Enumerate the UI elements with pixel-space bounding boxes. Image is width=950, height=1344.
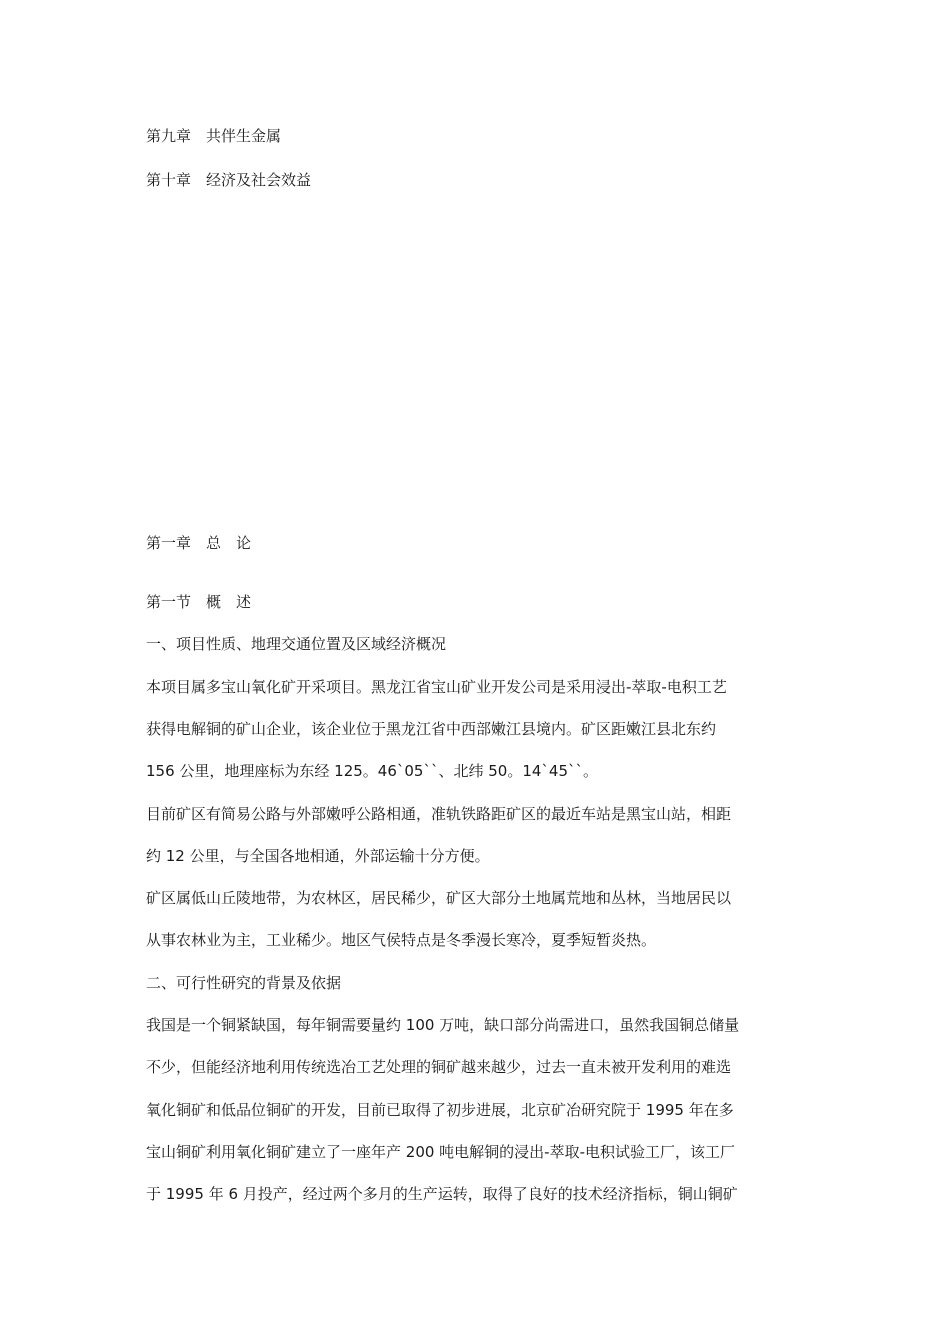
paragraph-line: 目前矿区有简易公路与外部嫩呼公路相通，准轨铁路距矿区的最近车站是黑宝山站，相距 [146, 805, 732, 823]
paragraph-line: 获得电解铜的矿山企业，该企业位于黑龙江省中西部嫩江县境内。矿区距嫩江县北东约 [146, 720, 717, 738]
paragraph-line: 于 1995 年 6 月投产，经过两个多月的生产运转，取得了良好的技术经济指标，铜山铜矿 [146, 1185, 738, 1203]
toc-chapter-10: 第十章 经济及社会效益 [146, 171, 312, 189]
paragraph-line: 氧化铜矿和低品位铜矿的开发，目前已取得了初步进展，北京矿冶研究院于 1995 年在多 [146, 1101, 734, 1119]
section-heading: 第一节 概 述 [146, 593, 252, 611]
paragraph-line: 156 公里，地理座标为东经 125。46`05``、北纬 50。14`45``。 [146, 762, 599, 780]
paragraph-line: 约 12 公里，与全国各地相通，外部运输十分方便。 [146, 847, 490, 865]
paragraph-line: 不少，但能经济地利用传统选冶工艺处理的铜矿越来越少，过去一直未被开发利用的难选 [146, 1058, 732, 1076]
paragraph-line: 本项目属多宝山氧化矿开采项目。黑龙江省宝山矿业开发公司是采用浸出-萃取-电积工艺 [146, 678, 727, 696]
subsection-heading: 一、项目性质、地理交通位置及区域经济概况 [146, 635, 447, 653]
paragraph-line: 宝山铜矿利用氧化铜矿建立了一座年产 200 吨电解铜的浸出-萃取-电积试验工厂，该工厂 [146, 1143, 735, 1161]
paragraph-line: 我国是一个铜紧缺国，每年铜需要量约 100 万吨，缺口部分尚需进口，虽然我国铜总储量 [146, 1016, 740, 1034]
chapter-heading: 第一章 总 论 [146, 534, 252, 552]
paragraph-line: 从事农林业为主，工业稀少。地区气侯特点是冬季漫长寒冷，夏季短暂炎热。 [146, 931, 657, 949]
toc-chapter-9: 第九章 共伴生金属 [146, 127, 282, 145]
paragraph-line: 矿区属低山丘陵地带，为农林区，居民稀少，矿区大部分土地属荒地和丛林，当地居民以 [146, 889, 732, 907]
subsection-heading: 二、可行性研究的背景及依据 [146, 974, 342, 992]
